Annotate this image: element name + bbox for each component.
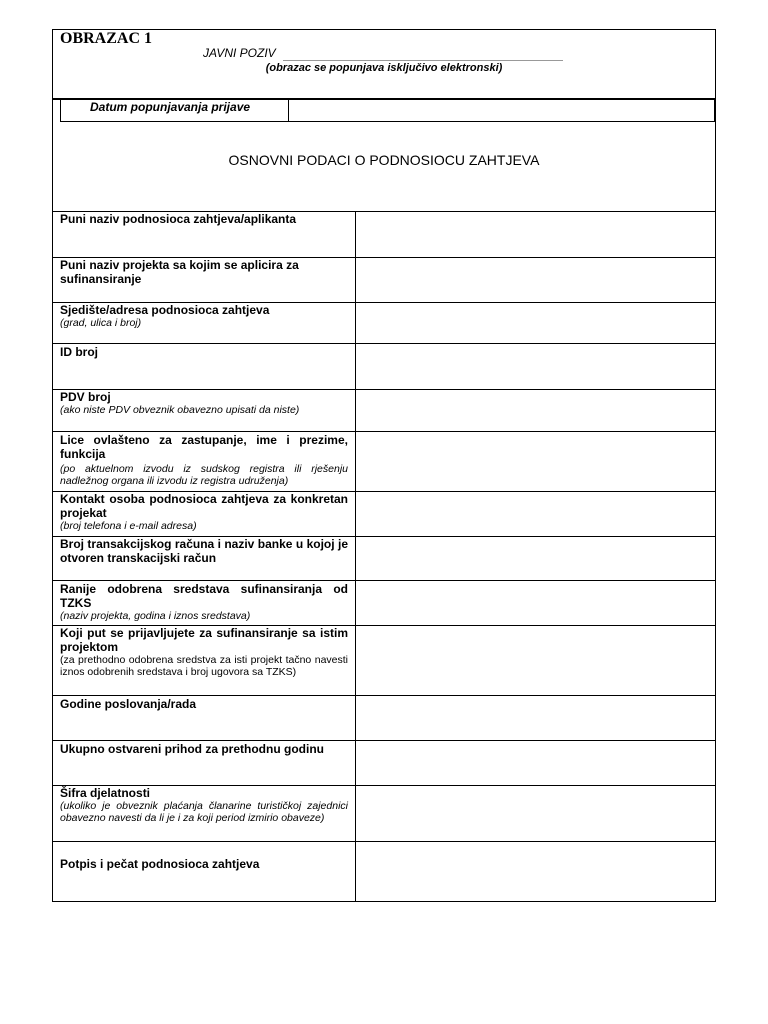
electronic-fill-note: (obrazac se popunjava isključivo elektronski) xyxy=(265,62,503,74)
row-label: Sjedište/adresa podnosioca zahtjeva xyxy=(60,303,270,317)
address-field[interactable] xyxy=(357,303,715,342)
row-years-of-operation xyxy=(60,697,348,711)
applicant-name-field[interactable] xyxy=(357,212,715,256)
row-label: Broj transakcijskog računa i naziv banke u kojoj je otvoren transkacijski račun xyxy=(60,537,348,565)
years-of-operation-field[interactable] xyxy=(357,696,715,739)
row-project-name xyxy=(60,258,348,286)
row-note: (za prethodno odobrena sredstva za isti projekt tačno navesti iznos odobrenih sredstava i broj ugovora sa TZKS) xyxy=(60,654,348,678)
row-address xyxy=(60,303,348,329)
row-application-count xyxy=(60,626,348,678)
row-label: Puni naziv podnosioca zahtjeva/aplikanta xyxy=(60,212,297,226)
vat-number-field[interactable] xyxy=(357,390,715,430)
section-title: OSNOVNI PODACI O PODNOSIOCU ZAHTJEVA xyxy=(228,152,540,168)
row-activity-code xyxy=(60,786,348,824)
row-label: Koji put se prijavljujete za sufinansiranje sa istim projektom xyxy=(60,626,348,654)
row-label: Ranije odobrena sredstava sufinansiranja od TZKS xyxy=(60,582,348,610)
row-note: (ukoliko je obveznik plaćanja članarine turističkoj zajednici obavezno navesti da li je i za koji period izmirio obaveze) xyxy=(60,800,348,824)
row-label: Ukupno ostvareni prihod za prethodnu godinu xyxy=(60,742,324,756)
row-label: Šifra djelatnosti xyxy=(60,786,151,800)
column-divider xyxy=(355,211,356,901)
public-call-blank-line[interactable] xyxy=(283,60,563,61)
application-count-field[interactable] xyxy=(357,626,715,694)
row-bank-account xyxy=(60,537,348,565)
activity-code-field[interactable] xyxy=(357,786,715,840)
project-name-field[interactable] xyxy=(357,258,715,301)
row-label: PDV broj xyxy=(60,390,111,404)
signature-stamp-field[interactable] xyxy=(357,842,715,900)
form-number: OBRAZAC 1 xyxy=(60,30,153,47)
row-previous-funding xyxy=(60,582,348,622)
row-contact-person xyxy=(60,492,348,532)
row-note: (ako niste PDV obveznik obavezno upisati da niste) xyxy=(60,404,300,416)
row-note: (naziv projekta, godina i iznos sredstava) xyxy=(60,610,251,622)
row-note: (grad, ulica i broj) xyxy=(60,317,142,329)
row-note: (broj telefona i e-mail adresa) xyxy=(60,520,197,532)
row-label: Potpis i pečat podnosioca zahtjeva xyxy=(60,857,260,871)
row-vat-number xyxy=(60,390,348,416)
row-label: Puni naziv projekta sa kojim se aplicira za sufinansiranje xyxy=(60,258,299,286)
previous-funding-field[interactable] xyxy=(357,581,715,624)
authorized-person-field[interactable] xyxy=(357,432,715,490)
row-label: ID broj xyxy=(60,345,98,359)
row-applicant-name xyxy=(60,212,348,226)
date-input[interactable] xyxy=(290,100,714,121)
row-note: (po aktuelnom izvodu iz sudskog registra ili rješenju nadležnog organa ili izvodu iz registra udruženja) xyxy=(60,463,348,487)
row-authorized-person xyxy=(60,433,348,487)
date-label: Datum popunjavanja prijave xyxy=(90,100,251,114)
bank-account-field[interactable] xyxy=(357,537,715,579)
row-label: Godine poslovanja/rada xyxy=(60,697,197,711)
row-signature-stamp xyxy=(60,857,348,871)
row-label: Lice ovlašteno za zastupanje, ime i prezime, funkcija xyxy=(60,433,348,461)
public-call-label: JAVNI POZIV xyxy=(203,46,276,60)
date-row-divider xyxy=(288,99,289,122)
row-label: Kontakt osoba podnosioca zahtjeva za konkretan projekat xyxy=(60,492,348,520)
row-total-revenue xyxy=(60,742,348,756)
row-id-number xyxy=(60,345,348,359)
id-number-field[interactable] xyxy=(357,344,715,388)
contact-person-field[interactable] xyxy=(357,492,715,535)
total-revenue-field[interactable] xyxy=(357,741,715,784)
